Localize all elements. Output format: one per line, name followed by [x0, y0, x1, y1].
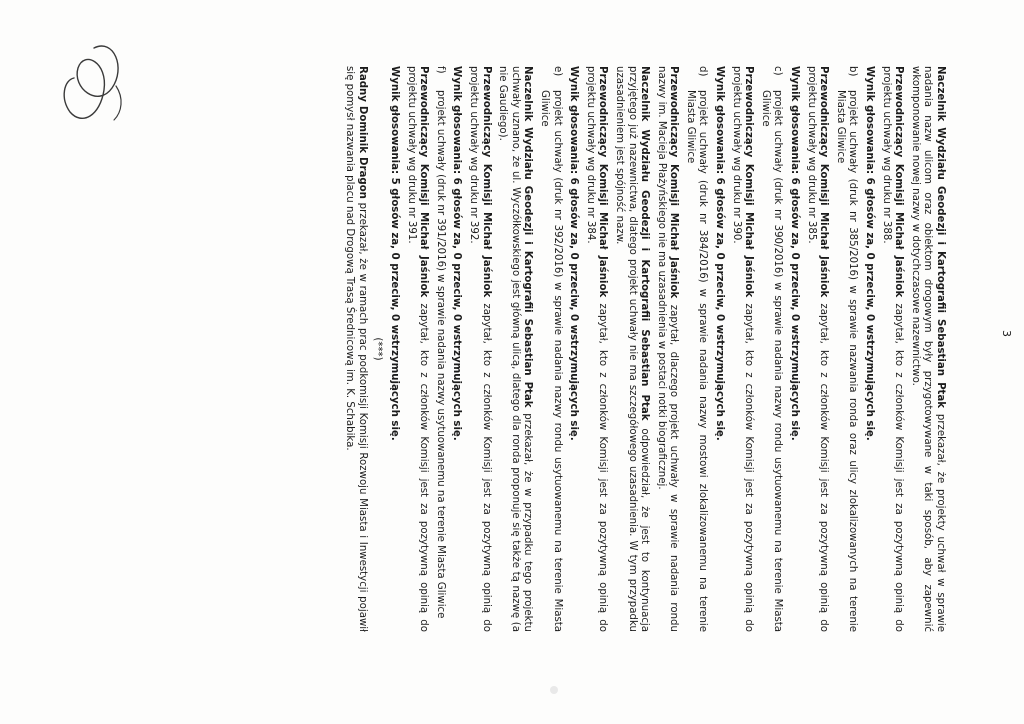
paragraph — [496, 66, 534, 632]
speaker-name: Przewodniczący Komisji Michał Jaśniok — [418, 66, 430, 298]
paragraph — [450, 66, 463, 632]
speaker-name: Przewodniczący Komisji Michał Jaśniok — [668, 66, 680, 299]
paragraph — [466, 66, 491, 632]
agenda-item-text: projekt uchwały (druk nr 385/2016) w sprawie nazwania ronda oraz ulicy zlokalizowanych na terenie Miasta Gliwice — [834, 90, 859, 632]
speaker-name: Naczelnik Wydziału Geodezji i Kartografii Sebastian Ptak — [639, 66, 651, 421]
paragraph — [908, 66, 946, 632]
paragraph — [387, 66, 400, 632]
speaker-name: Wynik głosowania: 6 głosów za, 0 przeciw, 0 wstrzymujących się. — [789, 66, 801, 441]
agenda-item-text: projekt uchwały (druk nr 392/2016) w sprawie nadania nazwy rondu usytuowanemu na terenie Miasta Gliwice — [538, 90, 563, 632]
agenda-item — [683, 66, 708, 632]
paragraph — [654, 66, 679, 632]
paragraph — [343, 66, 368, 632]
handwritten-signature — [54, 28, 134, 148]
speaker-name: Przewodniczący Komisji Michał Jaśniok — [818, 66, 830, 298]
agenda-item — [537, 66, 562, 632]
agenda-item-label: b) — [847, 66, 859, 77]
speaker-name: Wynik głosowania: 6 głosów za, 0 przeciw, 0 wstrzymujących się. — [864, 66, 876, 441]
paragraph-text: przekazał, że projekty uchwał w sprawie nadania nazw ulicom oraz obiektom drogowym były przygotowywane w taki sposób, aby zapewnić wkomponowanie nowej nazwy w dotychczasowe nazewnictwo. — [909, 66, 946, 632]
page-number: 3 — [1000, 330, 1013, 337]
speaker-name: Naczelnik Wydziału Geodezji i Kartografii Sebastian Ptak — [935, 66, 946, 409]
paragraph — [879, 66, 904, 632]
agenda-item-text: projekt uchwały (druk nr 384/2016) w sprawie nadania nazwy mostowi zlokalizowanemu na terenie Miasta Gliwice — [684, 90, 709, 632]
agenda-item-label: e) — [551, 66, 563, 77]
speaker-name: Wynik głosowania: 6 głosów za, 0 przeciw, 0 wstrzymujących się. — [451, 66, 463, 441]
paragraph-text: zapytał, kto z członków Komisji jest za pozytywną opinią do projektu uchwały wg druku nr 392. — [468, 66, 492, 632]
speaker-name: Przewodniczący Komisji Michał Jaśniok — [743, 66, 755, 298]
agenda-item-label: f) — [434, 66, 446, 74]
paragraph-text: zapytał, kto z członków Komisji jest za pozytywną opinią do projektu uchwały wg druku nr 390. — [730, 66, 755, 632]
agenda-item-text: projekt uchwały (druk nr 390/2016) w sprawie nadania nazwy rondu usytuowanemu na terenie Miasta Gliwice — [759, 90, 784, 632]
paragraph-text: przekazał, że w ramach prac podkomisji Komisji Rozwoju Miasta i Inwestycji pojawił się pomysł nazwania placu nad Drogową Trasą Średnicową im. K. Schabika. — [344, 66, 368, 633]
speaker-name: Wynik głosowania: 6 głosów za, 0 przeciw, 0 wstrzymujących się. — [714, 66, 726, 441]
paragraph — [583, 66, 608, 632]
paragraph — [862, 66, 875, 632]
paragraph — [404, 66, 429, 632]
paragraph — [787, 66, 800, 632]
paragraph-text: zapytał, kto z członków Komisji jest za pozytywną opinią do projektu uchwały wg druku nr 385. — [805, 66, 830, 632]
paragraph-text: zapytał, kto z członków Komisji jest za pozytywną opinią do projektu uchwały wg druku nr 391. — [405, 66, 430, 632]
speaker-name: Wynik głosowania: 6 głosów za, 0 przeciw, 0 wstrzymujących się. — [568, 66, 580, 441]
document-body — [339, 66, 946, 632]
agenda-item — [833, 66, 858, 632]
speaker-name: Wynik głosowania: 5 głosów za, 0 przeciw, 0 wstrzymujących się. — [389, 66, 401, 441]
section-separator: (***) — [372, 337, 384, 361]
paragraph — [729, 66, 754, 632]
paragraph-text: przekazał, że w przypadku tego projektu uchwały uznano, że ul. Wyczółkowskiego jest główną ulicą, dlatego dla ronda proponuje się także tą nazwę (a nie Gaudiego). — [497, 66, 534, 632]
paragraph — [713, 66, 726, 632]
paragraph-text: zapytał, kto z członków Komisji jest za pozytywną opinią do projektu uchwały wg druku nr 384. — [584, 66, 609, 632]
speaker-name: Radny Dominik Dragon — [356, 66, 368, 199]
paragraph — [612, 66, 650, 632]
speaker-name: Naczelnik Wydziału Geodezji i Kartografii Sebastian Ptak — [522, 66, 534, 408]
agenda-item-text: projekt uchwały (druk nr 391/2016) w sprawie nadania nazwy usytuowanemu na terenie Miasta Gliwice — [434, 90, 446, 619]
speaker-name: Przewodniczący Komisji Michał Jaśniok — [893, 66, 905, 298]
agenda-item — [433, 66, 446, 632]
paragraph — [567, 66, 580, 632]
agenda-item-label: c) — [772, 66, 784, 76]
agenda-item — [758, 66, 783, 632]
paragraph — [804, 66, 829, 632]
punch-hole-mark — [550, 686, 558, 694]
speaker-name: Przewodniczący Komisji Michał Jaśniok — [480, 66, 492, 298]
paragraph-text: zapytał, kto z członków Komisji jest za pozytywną opinią do projektu uchwały wg druku nr 388. — [880, 66, 905, 632]
paragraph-text: zapytał, dlaczego projekt uchwały w sprawie nadania rondu nazwy im. Macieja Płażyńskiego nie ma uzasadnienia w postaci notki biograficznej. — [655, 66, 680, 632]
speaker-name: Przewodniczący Komisji Michał Jaśniok — [597, 66, 609, 298]
paragraph-text: odpowiedział, że jest to kontynuacja przyjętego już nazewnictwa, dlatego projekt uchwały nie ma szczegółowego uzasadnienia. W tym przypadku uzasadnieniem jest spójność nazw. — [613, 66, 651, 632]
agenda-item-label: d) — [697, 66, 709, 77]
